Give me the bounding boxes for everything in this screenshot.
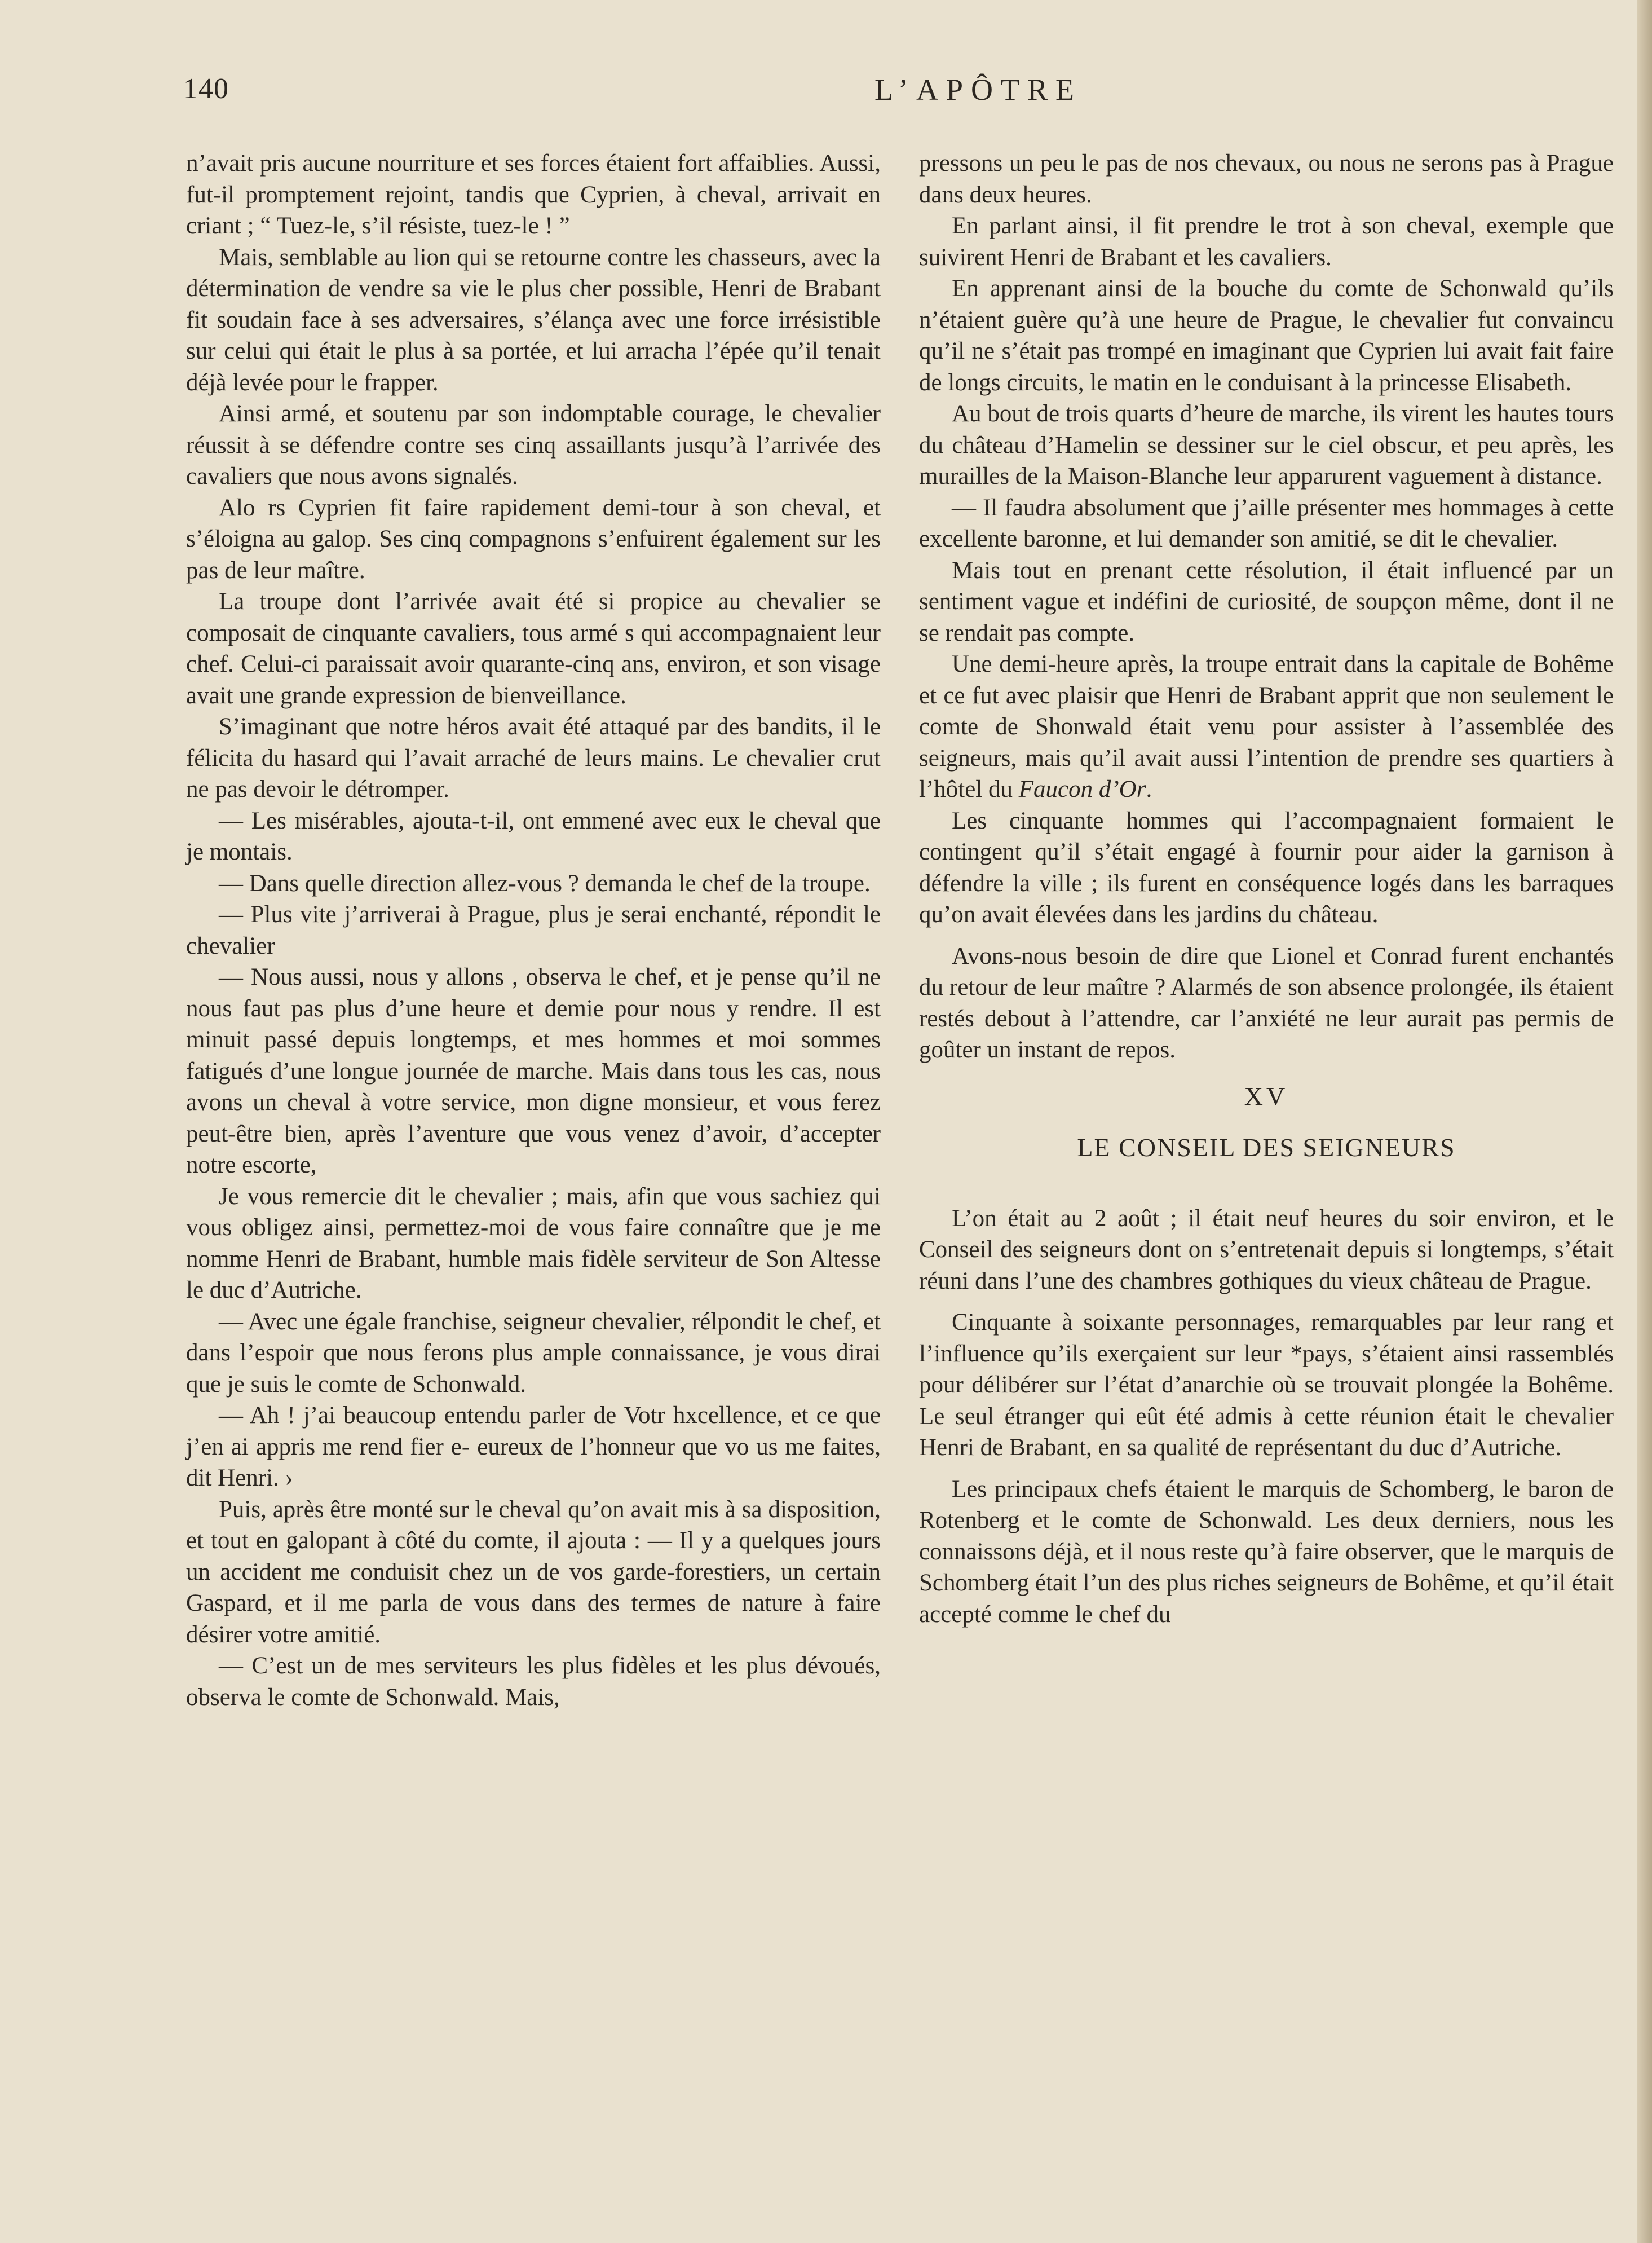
running-title: L’APÔTRE: [874, 73, 1083, 107]
paragraph: — Il faudra absolument que j’aille présenter mes hommages à cette excellente baronne, et lui demander son amitié, se dit le chevalier.: [919, 494, 1614, 552]
paragraph: pressons un peu le pas de nos chevaux, ou nous ne serons pas à Prague dans deux heures.: [919, 150, 1614, 208]
paragraph: — Les misérables, ajouta-t-il, ont emmené avec eux le cheval que je montais.: [186, 807, 881, 865]
paragraph-text: Une demi-heure après, la troupe entrait dans la capitale de Bohême et ce fut avec plaisir que Henri de Brabant apprit que non seulement le comte de Shonwald était venu pour assister à l’assemblée des seigneurs, mais qu’il avait aussi l’intention de prendre ses quartiers à l’hôtel du: [919, 651, 1614, 803]
paragraph: n’avait pris aucune nourriture et ses forces étaient fort affaiblies. Aussi, fut-il promptement rejoint, tandis que Cyprien, à cheval, arrivait en criant ; “ Tuez-le, s’il résiste, tuez-le ! ”: [186, 150, 881, 239]
paragraph: Mais tout en prenant cette résolution, il était influencé par un sentiment vague et indéfini de curiosité, de soupçon même, dont il ne se rendait pas compte.: [919, 557, 1614, 646]
paragraph: Les principaux chefs étaient le marquis de Schomberg, le baron de Rotenberg et le comte de Schonwald. Les deux derniers, nous les connaissons déjà, et il nous reste qu’à faire observer, que le marquis de Schomberg était l’un des plus riches seigneurs de Bohême, et qu’il était accepté comme le chef du: [919, 1475, 1614, 1628]
paragraph: La troupe dont l’arrivée avait été si propice au chevalier se composait de cinquante cavaliers, tous armé s qui accompagnaient leur chef. Celui-ci paraissait avoir quarante-cinq ans, environ, et son visage avait une grande expression de bienveillance.: [186, 588, 881, 709]
paragraph: S’imaginant que notre héros avait été attaqué par des bandits, il le félicita du hasard qui l’avait arraché de leurs mains. Le chevalier crut ne pas devoir le détromper.: [186, 713, 881, 803]
paragraph: — Dans quelle direction allez-vous ? demanda le chef de la troupe.: [219, 870, 871, 897]
paragraph: — Avec une égale franchise, seigneur chevalier, rélpondit le chef, et dans l’espoir que nous ferons plus ample connaissance, je vous dirai que je suis le comte de Schonwald.: [186, 1308, 881, 1398]
right-column: [919, 148, 1614, 1630]
paragraph: Puis, après être monté sur le cheval qu’on avait mis à sa disposition, et tout en galopant à côté du comte, il ajouta : — Il y a quelques jours un accident me conduisit chez un de vos garde-forestiers, un certain Gaspard, et il me parla de vous dans des termes de nature à faire désirer votre amitié.: [186, 1496, 881, 1648]
paragraph: Ainsi armé, et soutenu par son indomptable courage, le chevalier réussit à se défendre contre ses cinq assaillants jusqu’à l’arrivée des cavaliers que nous avons signalés.: [186, 400, 881, 490]
paragraph: L’on était au 2 août ; il était neuf heures du soir environ, et le Conseil des seigneurs dont on s’entretenait depuis si longtemps, s’était réuni dans l’une des chambres gothiques du vieux château de Prague.: [919, 1205, 1614, 1294]
page-header: [183, 72, 1615, 117]
paragraph: Les cinquante hommes qui l’accompagnaient formaient le contingent qu’il s’était engagé à fournir pour aider la garnison à défendre la ville ; ils furent en conséquence logés dans les barraques qu’on avait élevées dans les jardins du château.: [919, 807, 1614, 928]
left-column: [186, 148, 881, 1713]
paragraph: Au bout de trois quarts d’heure de marche, ils virent les hautes tours du château d’Hamelin se dessiner sur le ciel obscur, et peu après, les murailles de la Maison-Blanche leur apparurent vaguement à distance.: [919, 400, 1614, 490]
paragraph: — Ah ! j’ai beaucoup entendu parler de Votr hxcellence, et ce que j’en ai appris me rend fier e- eureux de l’honneur que vo us me faites, dit Henri. ›: [186, 1402, 881, 1491]
paragraph: Je vous remercie dit le chevalier ; mais, afin que vous sachiez qui vous obligez ainsi, permettez-moi de vous faire connaître que je me nomme Henri de Brabant, humble mais fidèle serviteur de Son Altesse le duc d’Autriche.: [186, 1183, 881, 1303]
paragraph: En apprenant ainsi de la bouche du comte de Schonwald qu’ils n’étaient guère qu’à une heure de Prague, le chevalier fut convaincu qu’il ne s’était pas trompé en imaginant que Cyprien lui avait fait faire de longs circuits, le matin en le conduisant à la princesse Elisabeth.: [919, 275, 1614, 396]
paragraph: Avons-nous besoin de dire que Lionel et Conrad furent enchantés du retour de leur maître ? Alarmés de son absence prolongée, ils étaient restés debout à l’attendre, car l’anxiété ne leur aurait pas permis de goûter un instant de repos.: [919, 942, 1614, 1063]
paragraph: Cinquante à soixante personnages, remarquables par leur rang et l’influence qu’ils exerçaient sur leur *pays, s’étaient ainsi rassemblés pour délibérer sur l’état d’anarchie où se trouvait plongée la Bohême. Le seul étranger qui eût été admis à cette réunion était le chevalier Henri de Brabant, en sa qualité de représentant du duc d’Autriche.: [919, 1309, 1614, 1461]
paragraph: [919, 649, 1614, 805]
paragraph-end: .: [1146, 776, 1152, 803]
paragraph: Mais, semblable au lion qui se retourne contre les chasseurs, avec la détermination de vendre sa vie le plus cher possible, Henri de Brabant fit soudain face à ses adversaires, s’élança avec une force irrésistible sur celui qui était le plus à sa portée, et lui arracha l’épée qu’il tenait déjà levée pour le frapper.: [186, 244, 881, 396]
paragraph: Alo rs Cyprien fit faire rapidement demi-tour à son cheval, et s’éloigna au galop. Ses cinq compagnons s’enfuirent également sur les pas de leur maître.: [186, 494, 881, 584]
hotel-name: Faucon d’Or: [1018, 776, 1146, 803]
page-edge: [1637, 0, 1652, 2243]
paragraph: — Nous aussi, nous y allons , observa le chef, et je pense qu’il ne nous faut pas plus d’une heure et demie pour nous y rendre. Il est minuit passé depuis longtemps, et mes hommes et moi sommes fatigués d’une longue journée de marche. Mais dans tous les cas, nous avons un cheval à votre service, mon digne monsieur, et vous ferez peut-être bien, après l’aventure que vous venez d’avoir, d’accepter notre escorte,: [186, 964, 881, 1178]
paragraph: En parlant ainsi, il fit prendre le trot à son cheval, exemple que suivirent Henri de Brabant et les cavaliers.: [919, 213, 1614, 271]
paragraph: — Plus vite j’arriverai à Prague, plus je serai enchanté, répondit le chevalier: [186, 901, 881, 959]
page-number: 140: [183, 73, 229, 105]
paragraph: — C’est un de mes serviteurs les plus fidèles et les plus dévoués, observa le comte de Schonwald. Mais,: [186, 1652, 881, 1711]
chapter-number: XV: [1244, 1081, 1289, 1111]
chapter-title: LE CONSEIL DES SEIGNEURS: [1077, 1133, 1456, 1162]
